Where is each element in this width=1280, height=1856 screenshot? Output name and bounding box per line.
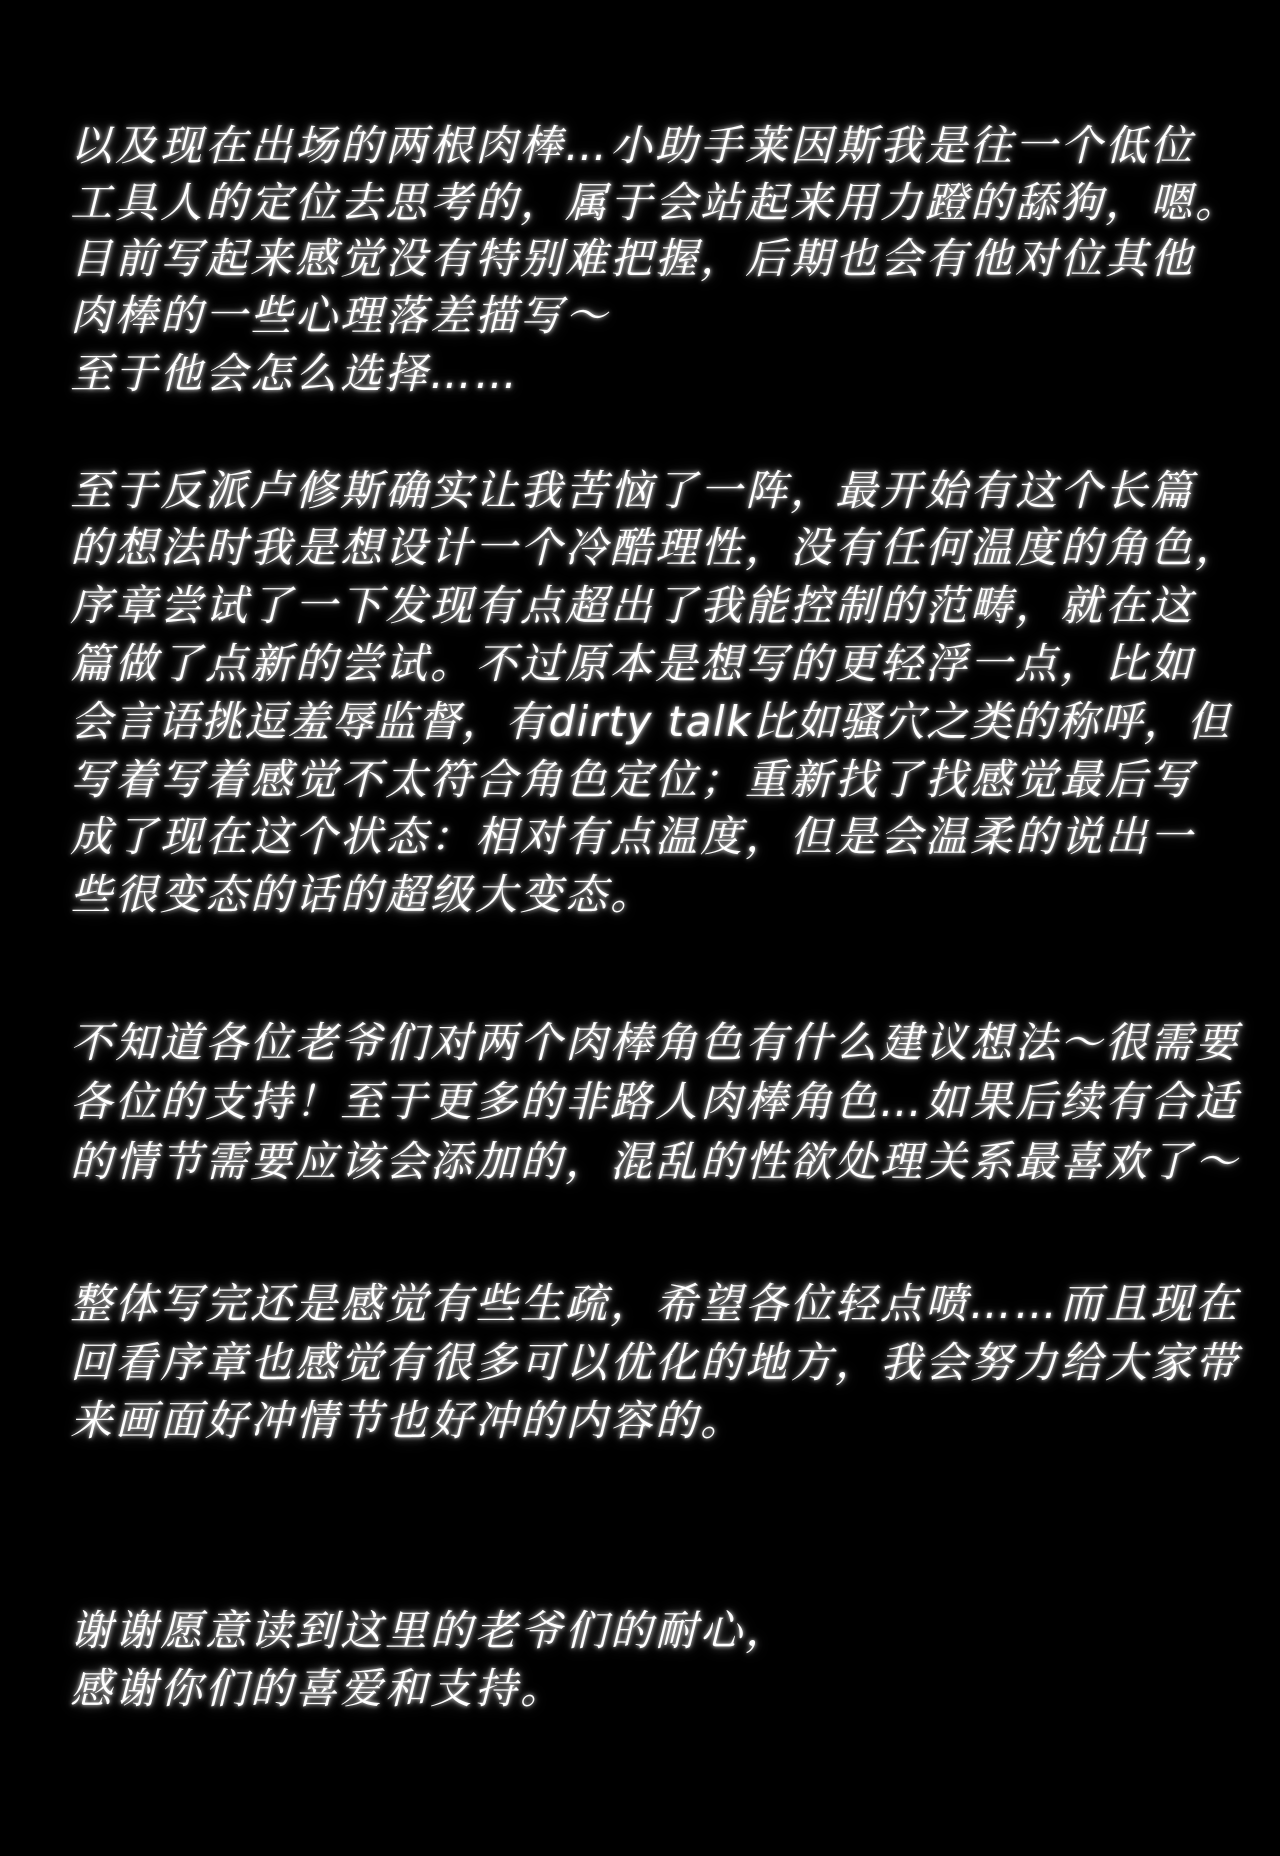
- paragraph-2-line-8: 些很变态的话的超级大变态。: [70, 870, 656, 919]
- paragraph-2-line-1: 至于反派卢修斯确实让我苦恼了一阵，最开始有这个长篇: [70, 466, 1196, 515]
- paragraph-4-line-2: 回看序章也感觉有很多可以优化的地方，我会努力给大家带: [70, 1338, 1241, 1387]
- paragraph-2-line-4: 篇做了点新的尝试。不过原本是想写的更轻浮一点，比如: [70, 639, 1196, 688]
- paragraph-1-line-5: 至于他会怎么选择……: [70, 349, 521, 398]
- paragraph-2-line-3: 序章尝试了一下发现有点超出了我能控制的范畴，就在这: [70, 581, 1196, 630]
- paragraph-1-line-1: 以及现在出场的两根肉棒…小助手莱因斯我是往一个低位: [70, 121, 1196, 170]
- paragraph-2-line-7: 成了现在这个状态：相对有点温度，但是会温柔的说出一: [70, 812, 1196, 861]
- paragraph-5-line-1: 谢谢愿意读到这里的老爷们的耐心，: [70, 1606, 791, 1655]
- paragraph-4-line-3: 来画面好冲情节也好冲的内容的。: [70, 1396, 746, 1445]
- paragraph-3-line-1: 不知道各位老爷们对两个肉棒角色有什么建议想法～很需要: [70, 1018, 1241, 1067]
- paragraph-1-line-4: 肉棒的一些心理落差描写～: [70, 291, 611, 340]
- paragraph-2-line-2: 的想法时我是想设计一个冷酷理性，没有任何温度的角色，: [70, 523, 1241, 572]
- paragraph-3-line-3: 的情节需要应该会添加的，混乱的性欲处理关系最喜欢了～: [70, 1137, 1241, 1186]
- paragraph-1-line-2: 工具人的定位去思考的，属于会站起来用力蹬的舔狗，嗯。: [70, 178, 1241, 227]
- paragraph-4-line-1: 整体写完还是感觉有些生疏，希望各位轻点喷……而且现在: [70, 1279, 1241, 1328]
- paragraph-2-line-5: 会言语挑逗羞辱监督，有dirty talk比如骚穴之类的称呼，但: [70, 697, 1231, 746]
- paragraph-5-line-2: 感谢你们的喜爱和支持。: [70, 1664, 566, 1713]
- paragraph-3-line-2: 各位的支持！至于更多的非路人肉棒角色…如果后续有合适: [70, 1077, 1241, 1126]
- paragraph-1-line-3: 目前写起来感觉没有特别难把握，后期也会有他对位其他: [70, 234, 1196, 283]
- paragraph-2-line-6: 写着写着感觉不太符合角色定位；重新找了找感觉最后写: [70, 755, 1196, 804]
